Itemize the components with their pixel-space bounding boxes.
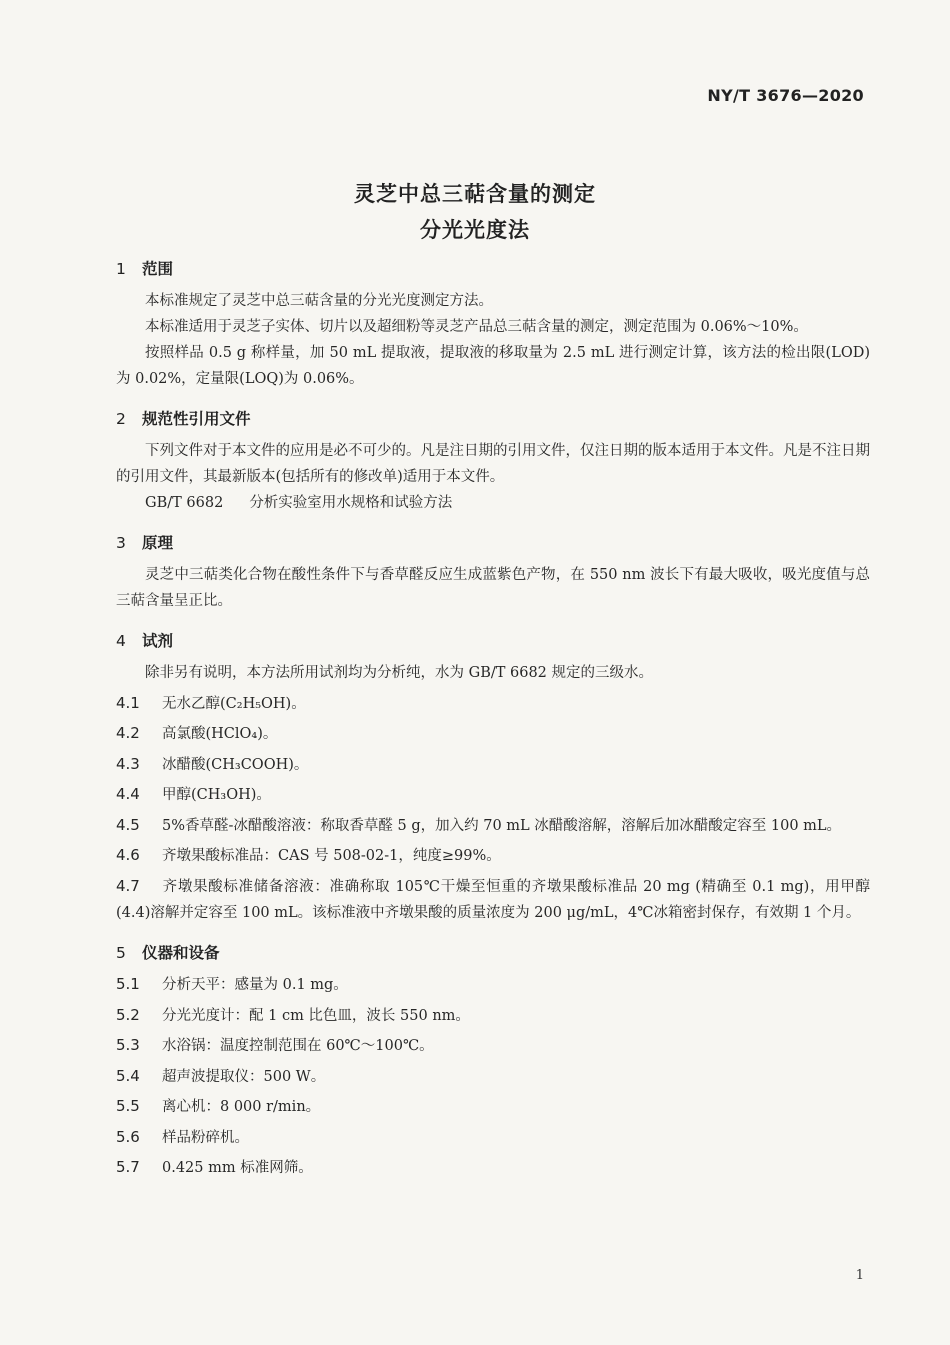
section-title: 规范性引用文件 xyxy=(142,410,251,428)
list-item xyxy=(116,1002,870,1029)
reference-title: 分析实验室用水规格和试验方法 xyxy=(249,495,453,511)
item-text: 甲醇(CH₃OH)。 xyxy=(162,787,271,803)
paragraph: 本标准适用于灵芝子实体、切片以及超细粉等灵芝产品总三萜含量的测定，测定范围为 0.06%～10%。 xyxy=(145,319,808,335)
section-number: 3 xyxy=(116,534,126,552)
item-text: 齐墩果酸标准品：CAS 号 508-02-1，纯度≥99%。 xyxy=(162,848,501,864)
section-title: 范围 xyxy=(142,260,174,278)
document-body xyxy=(116,254,870,1181)
item-number: 4.4 xyxy=(116,785,140,803)
item-number: 4.1 xyxy=(116,693,140,712)
item-text: 超声波提取仪：500 W。 xyxy=(162,1068,326,1085)
paragraph: 除非另有说明，本方法所用试剂均为分析纯，水为 GB/T 6682 规定的三级水。 xyxy=(145,665,654,681)
section-number: 4 xyxy=(116,632,126,650)
section-heading-reagents xyxy=(116,626,870,656)
document-subtitle: 分光光度法 xyxy=(420,218,530,242)
list-item xyxy=(116,1124,870,1151)
list-item xyxy=(116,751,870,778)
list-item xyxy=(116,971,870,998)
item-number: 5.6 xyxy=(116,1127,140,1146)
section-number: 1 xyxy=(116,260,126,278)
item-text: 离心机：8 000 r/min。 xyxy=(162,1099,321,1115)
standard-code: NY/T 3676—2020 xyxy=(707,86,864,105)
section-title: 试剂 xyxy=(142,632,174,650)
item-number: 4.2 xyxy=(116,724,140,742)
paragraph: 下列文件对于本文件的应用是必不可少的。凡是注日期的引用文件，仅注日期的版本适用于本文件。凡是不注日期的引用文件，其最新版本(包括所有的修改单)适用于本文件。 xyxy=(116,443,870,485)
list-item xyxy=(116,873,870,926)
section-heading-scope xyxy=(116,254,870,284)
list-item xyxy=(116,690,870,717)
section-number: 2 xyxy=(116,410,126,428)
item-text: 高氯酸(HClO₄)。 xyxy=(162,726,278,742)
reference-entry xyxy=(116,490,870,516)
item-text: 0.425 mm 标准网筛。 xyxy=(162,1160,313,1176)
section-heading-normative-references xyxy=(116,404,870,434)
paragraph: 按照样品 0.5 g 称样量，加 50 mL 提取液，提取液的移取量为 2.5 mL 进行测定计算，该方法的检出限(LOD)为 0.02%，定量限(LOQ)为 0.06%。 xyxy=(116,345,870,387)
paragraph: 本标准规定了灵芝中总三萜含量的分光光度测定方法。 xyxy=(145,293,493,309)
item-number: 4.7 xyxy=(116,876,140,895)
item-number: 5.5 xyxy=(116,1097,140,1115)
document-title: 灵芝中总三萜含量的测定 xyxy=(354,182,596,206)
item-text: 水浴锅：温度控制范围在 60℃～100℃。 xyxy=(162,1038,434,1054)
item-text: 冰醋酸(CH₃COOH)。 xyxy=(162,756,309,773)
item-number: 4.6 xyxy=(116,846,140,864)
item-text: 齐墩果酸标准储备溶液：准确称取 105℃干燥至恒重的齐墩果酸标准品 20 mg (精确至 0.1 mg)，用甲醇(4.4)溶解并定容至 100 mL。该标准液中齐墩果酸的质量浓度为 200 μg/mL，4℃冰箱密封保存，有效期 1 个月。 xyxy=(116,878,870,921)
item-number: 5.2 xyxy=(116,1005,140,1024)
list-item xyxy=(116,1063,870,1090)
section-heading-apparatus xyxy=(116,938,870,968)
list-item xyxy=(116,1154,870,1181)
item-text: 无水乙醇(C₂H₅OH)。 xyxy=(162,695,306,712)
list-item xyxy=(116,720,870,747)
item-text: 样品粉碎机。 xyxy=(162,1129,249,1146)
item-number: 4.5 xyxy=(116,815,140,834)
list-item xyxy=(116,781,870,808)
item-text: 分析天平：感量为 0.1 mg。 xyxy=(162,977,348,993)
reference-code: GB/T 6682 xyxy=(145,495,224,511)
paragraph: 灵芝中三萜类化合物在酸性条件下与香草醛反应生成蓝紫色产物，在 550 nm 波长下有最大吸收，吸光度值与总三萜含量呈正比。 xyxy=(116,567,870,609)
list-item xyxy=(116,842,870,869)
section-title: 原理 xyxy=(142,534,174,552)
section-title: 仪器和设备 xyxy=(142,943,220,962)
section-heading-principle xyxy=(116,528,870,558)
item-number: 5.3 xyxy=(116,1036,140,1054)
section-number: 5 xyxy=(116,943,126,962)
item-text: 5%香草醛-冰醋酸溶液：称取香草醛 5 g，加入约 70 mL 冰醋酸溶解，溶解后加冰醋酸定容至 100 mL。 xyxy=(162,817,842,834)
list-item xyxy=(116,1032,870,1059)
item-number: 5.1 xyxy=(116,975,140,993)
list-item xyxy=(116,1093,870,1120)
item-number: 5.7 xyxy=(116,1158,140,1176)
page-number: 1 xyxy=(855,1268,864,1283)
list-item xyxy=(116,812,870,839)
item-number: 5.4 xyxy=(116,1066,140,1085)
item-number: 4.3 xyxy=(116,754,140,773)
item-text: 分光光度计：配 1 cm 比色皿，波长 550 nm。 xyxy=(162,1007,470,1024)
